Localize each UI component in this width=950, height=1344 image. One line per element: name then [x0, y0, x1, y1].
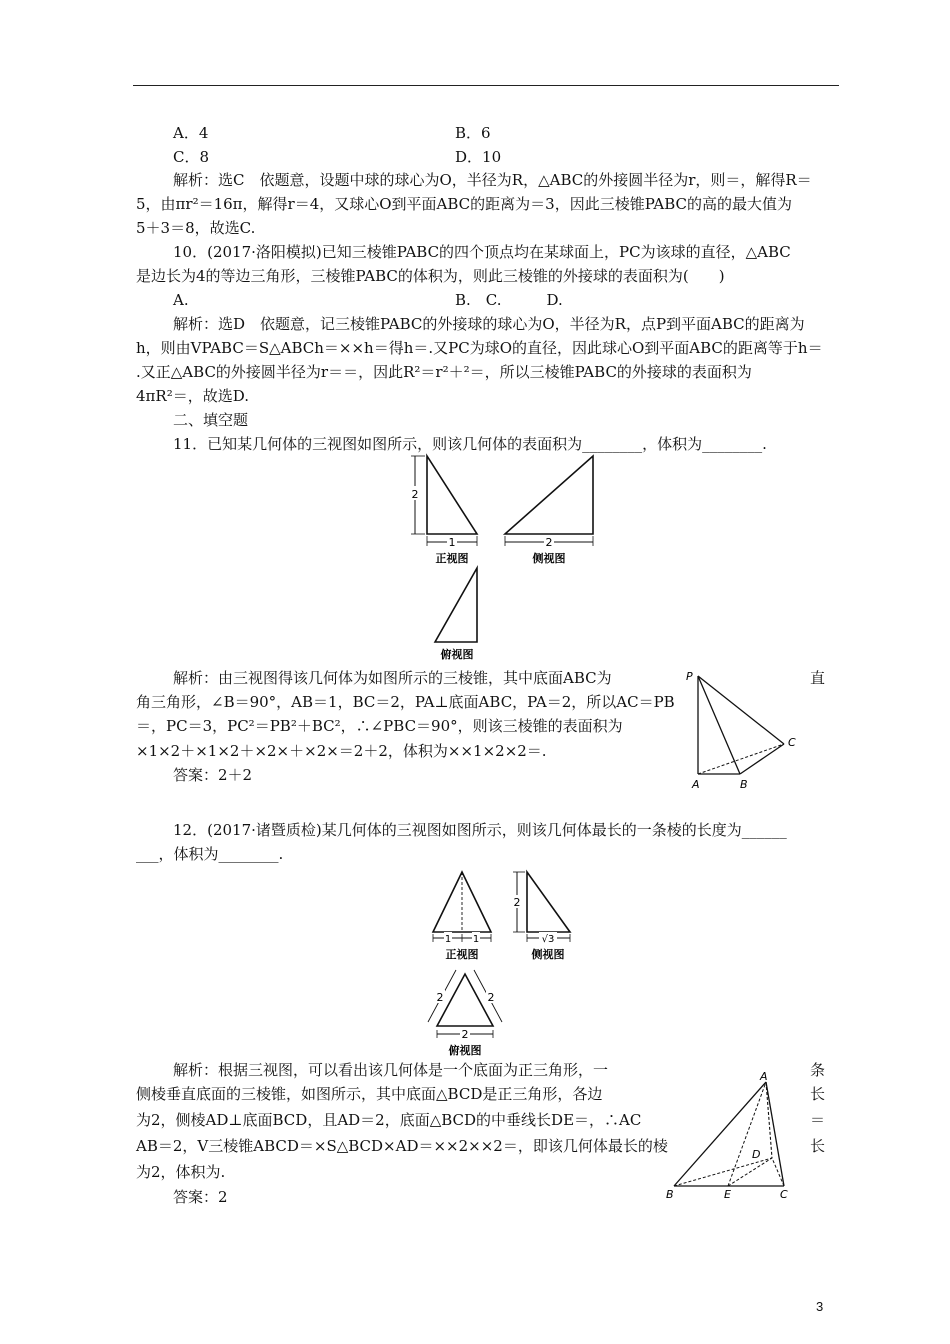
q9-solution-line: 5＋3＝8，故选C.: [136, 219, 256, 237]
q12-solution-line: 侧棱垂直底面的三棱锥，如图所示，其中底面△BCD是正三角形，各边: [136, 1085, 603, 1103]
q10-solution-line: h，则由VPABC＝S△ABCh＝××h＝得h＝.又PC为球O的直径，因此球心O到平面ABC的距离等于h＝: [136, 339, 823, 357]
q9-solution-line: 解析：选C 依题意，设题中球的球心为O，半径为R，△ABC的外接圆半径为r，则＝，解得R＝: [173, 171, 812, 189]
q12-side-view-shape: [527, 872, 570, 932]
q12-solution-line-end: ＝: [810, 1111, 826, 1129]
q12-point-b: B: [666, 1188, 674, 1201]
q12-top-bottom-dim: 2: [461, 1028, 469, 1041]
q10-solution-line: 4πR²＝，故选D.: [136, 387, 249, 405]
q11-three-views-figure: [405, 452, 605, 662]
q10-option-a: A.: [173, 291, 189, 309]
q10-solution-line: .又正△ABC的外接圆半径为r＝＝，因此R²＝r²＋²＝，所以三棱锥PABC的外接球的表面积为: [136, 363, 752, 381]
q11-front-height-label: 2: [411, 488, 419, 501]
q12-point-a: A: [760, 1070, 768, 1083]
q12-top-view-shape: [437, 974, 493, 1026]
q12-top-right-dim: 2: [487, 991, 495, 1004]
q12-point-e: E: [724, 1188, 731, 1201]
q11-solution-line: ×1×2＋×1×2＋×2×＋×2×＝2＋2，体积为××1×2×2＝.: [136, 742, 547, 760]
q11-front-view-label: 正视图: [435, 552, 469, 565]
q12-stem-line: ___，体积为________.: [136, 845, 284, 863]
q12-stem-line: 12．(2017·诸暨质检)某几何体的三视图如图所示，则该几何体最长的一条棱的长度为______: [173, 821, 787, 839]
q11-side-width-label: 2: [545, 536, 553, 549]
q11-point-c: C: [788, 736, 796, 749]
section-heading: 二、填空题: [173, 411, 249, 429]
q11-solution-line-end: 直: [810, 669, 826, 687]
q9-option-a: A．4: [173, 124, 209, 142]
q10-stem-line: 10．(2017·洛阳模拟)已知三棱锥PABC的四个顶点均在某球面上，PC为该球的直径，△ABC: [173, 243, 791, 261]
q12-solution-line-end: 长: [810, 1137, 826, 1155]
q12-point-d: D: [752, 1148, 761, 1161]
q11-solution-line: 解析：由三视图得该几何体为如图所示的三棱锥，其中底面ABC为: [173, 669, 612, 687]
q12-solution-line: 解析：根据三视图，可以看出该几何体是一个底面为正三角形，一: [173, 1061, 609, 1079]
q11-front-view-shape: [427, 456, 477, 534]
q11-point-a: A: [692, 778, 700, 791]
q12-point-c: C: [780, 1188, 788, 1201]
q12-solution-line: AB＝2，V三棱锥ABCD＝×S△BCD×AD＝××2××2＝，即该几何体最长的棱: [136, 1137, 668, 1155]
q11-front-width-label: 1: [448, 536, 456, 549]
q11-point-p: P: [686, 670, 693, 683]
q12-solution-line: 为2，侧棱AD⊥底面BCD，且AD＝2，底面△BCD的中垂线长DE＝，∴AC: [136, 1111, 642, 1129]
q11-stem: 11．已知某几何体的三视图如图所示，则该几何体的表面积为________，体积为________.: [173, 435, 767, 453]
q11-solution-line: ＝，PC＝3，PC²＝PB²＋BC²，∴∠PBC＝90°，则该三棱锥的表面积为: [136, 717, 623, 735]
q12-solution-line-end: 长: [810, 1085, 826, 1103]
q10-solution-line: 解析：选D 依题意，记三棱锥PABC的外接球的球心为O，半径为R，点P到平面ABC的距离为: [173, 315, 805, 333]
q11-pyramid-figure: [682, 664, 812, 792]
q11-top-view-label: 俯视图: [440, 648, 474, 661]
q12-front-dim-left: 1: [444, 934, 452, 945]
q12-solution-line-end: 条: [810, 1061, 826, 1079]
q11-answer: 答案：2＋2: [173, 766, 253, 784]
page-number: 3: [816, 1299, 824, 1314]
q12-side-height-label: 2: [513, 896, 521, 909]
q10-options-bcd: B. C. D.: [455, 291, 563, 309]
q12-top-left-dim: 2: [436, 991, 444, 1004]
q9-option-d: D．10: [455, 148, 502, 166]
q12-side-view-label: 侧视图: [531, 948, 565, 961]
q11-point-b: B: [740, 778, 748, 791]
q11-side-view-label: 侧视图: [532, 552, 566, 565]
q11-top-view-shape: [435, 568, 477, 642]
q12-pyramid-figure: [660, 1070, 800, 1202]
q12-solution-line: 为2，体积为.: [136, 1163, 226, 1181]
q12-front-dim-right: 1: [472, 934, 480, 945]
q10-stem-line: 是边长为4的等边三角形，三棱锥PABC的体积为，则此三棱锥的外接球的表面积为( ): [136, 267, 725, 285]
q12-side-width-label: √3: [541, 934, 555, 945]
q11-solution-line: 角三角形，∠B＝90°，AB＝1，BC＝2，PA⊥底面ABC，PA＝2，所以AC＝PB: [136, 693, 675, 711]
q9-option-b: B．6: [455, 124, 491, 142]
q12-front-view-label: 正视图: [445, 948, 479, 961]
q12-top-view-label: 俯视图: [448, 1044, 482, 1057]
q12-answer: 答案：2: [173, 1188, 228, 1206]
q9-solution-line: 5，由πr²＝16π，解得r＝4，又球心O到平面ABC的距离为＝3，因此三棱锥PABC的高的最大值为: [136, 195, 793, 213]
q11-side-view-shape: [505, 456, 593, 534]
header-rule: [133, 85, 839, 86]
q9-option-c: C．8: [173, 148, 210, 166]
q12-three-views-figure: [425, 868, 585, 1058]
